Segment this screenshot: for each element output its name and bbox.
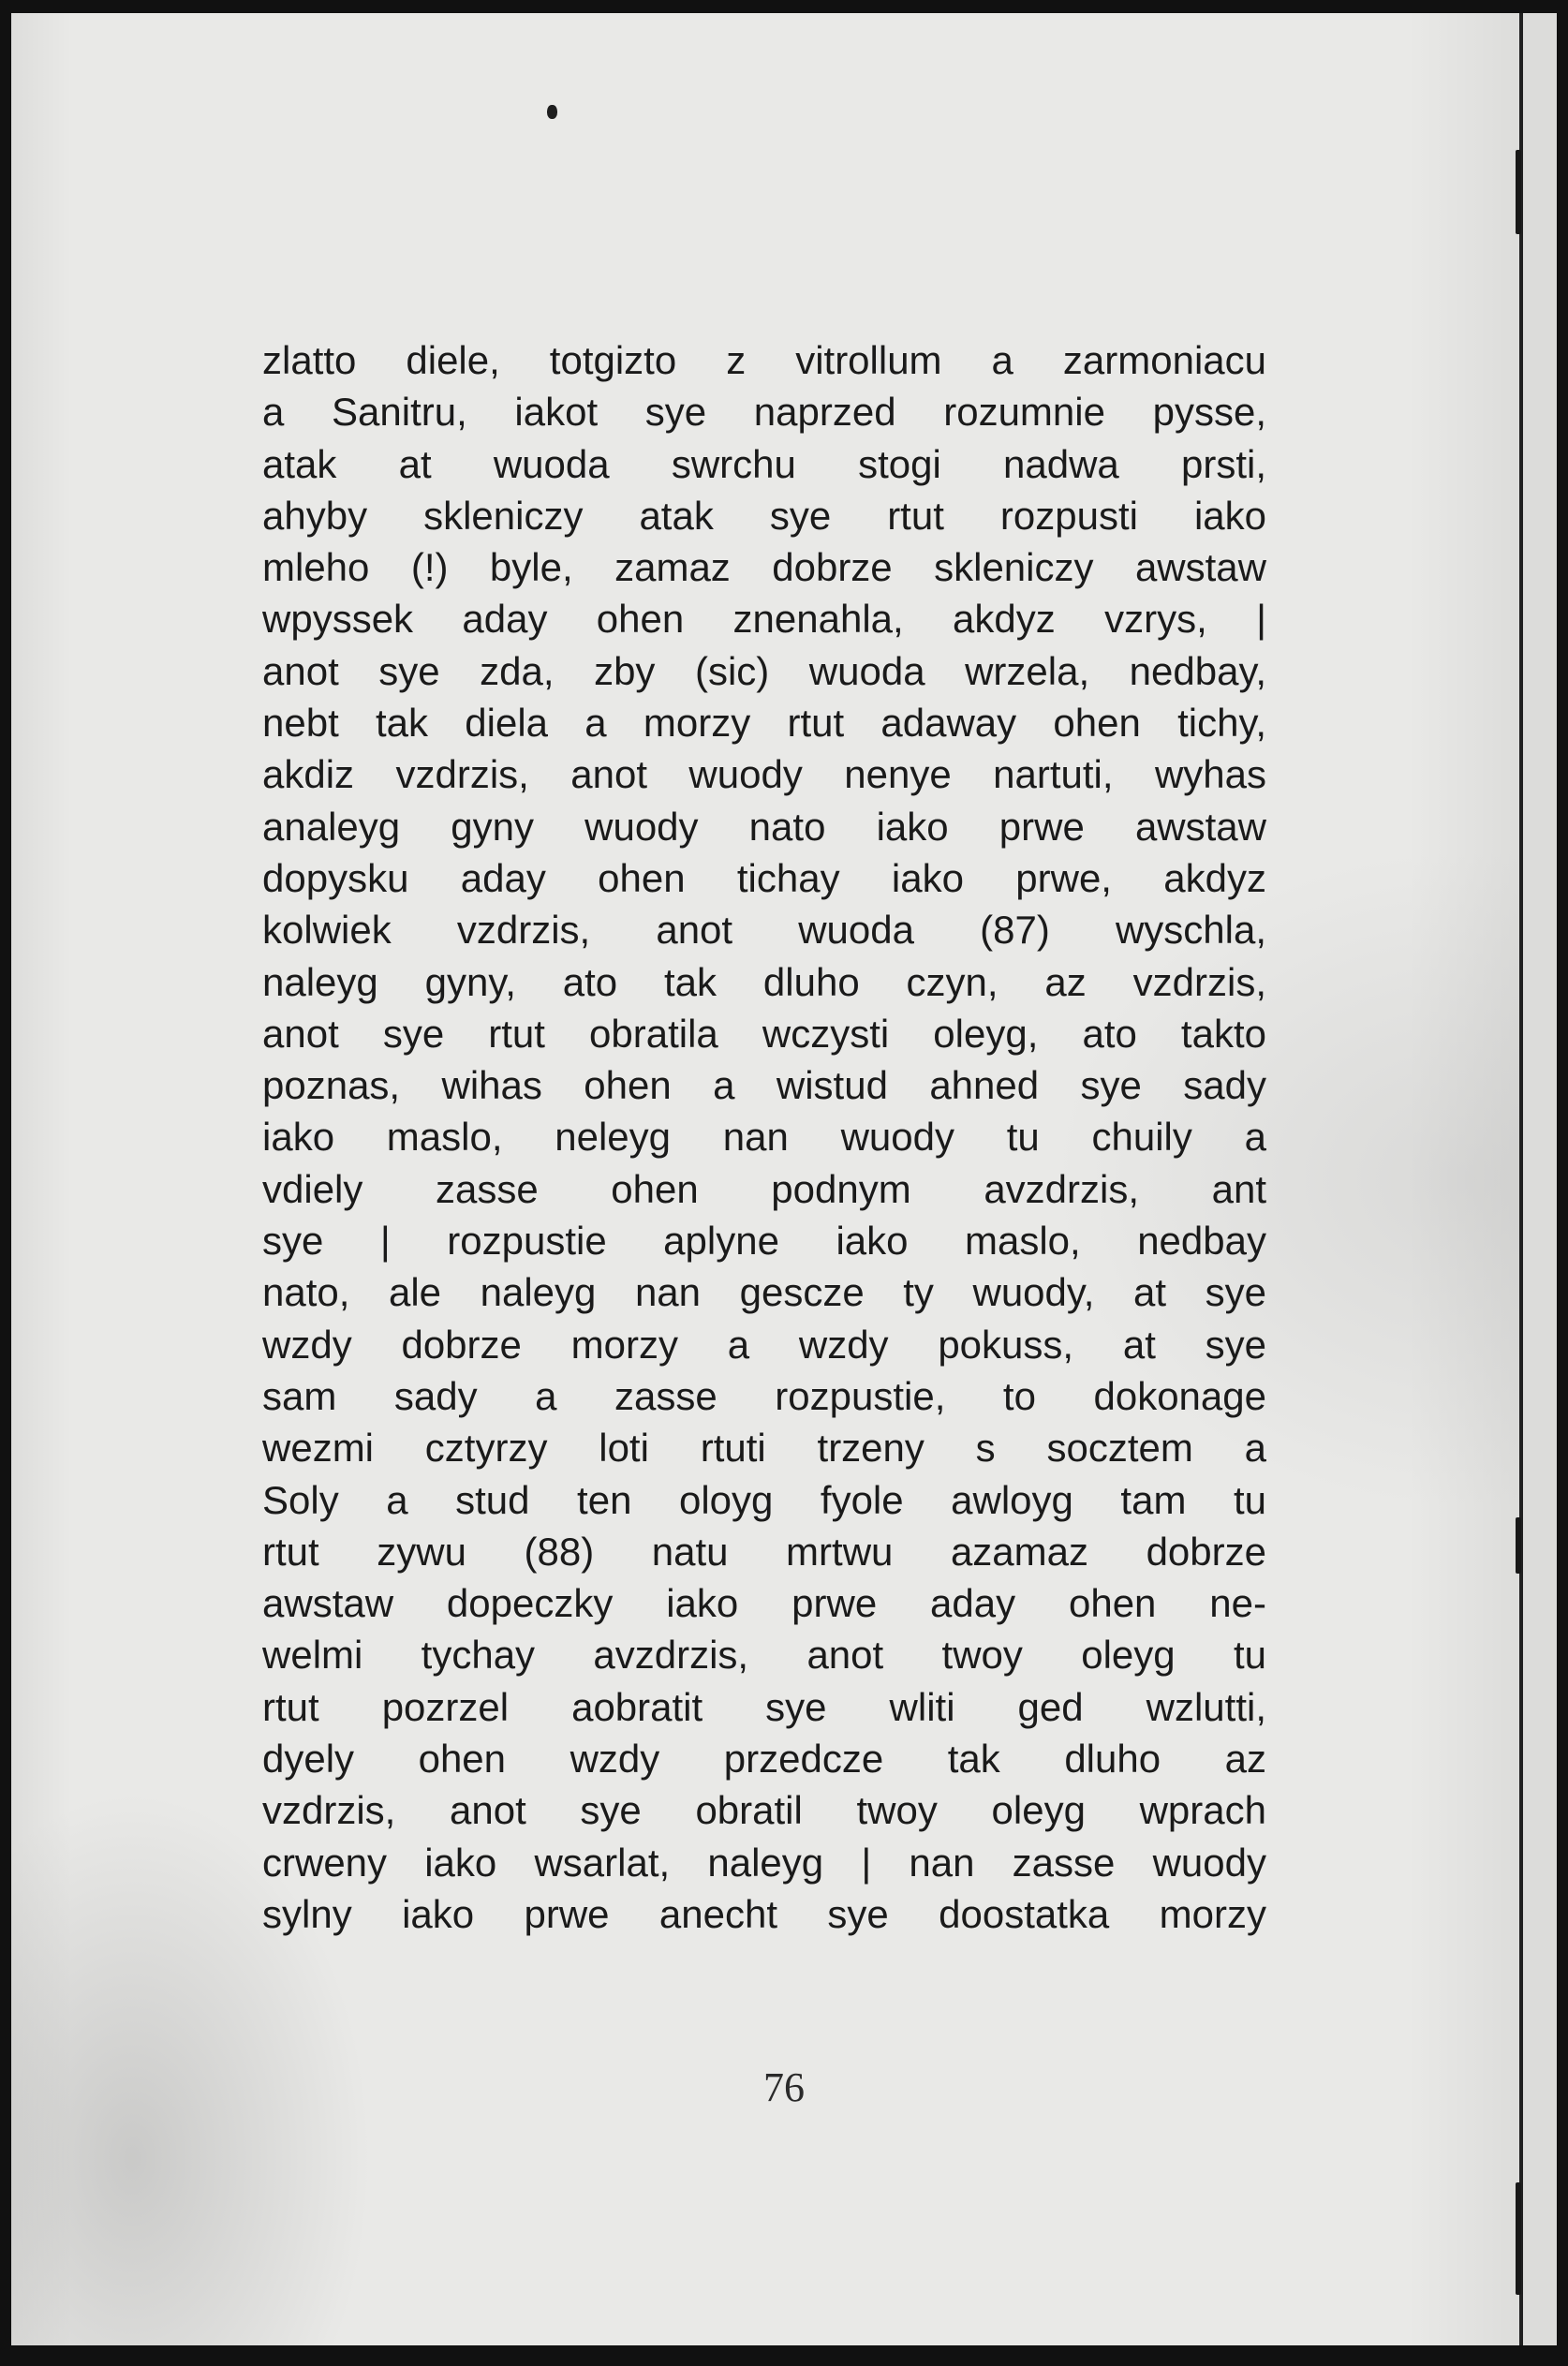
text-line: anot sye zda, zby (sic) wuoda wrzela, nedbay, [262, 648, 1266, 693]
text-line: dopysku aday ohen tichay iako prwe, akdyz [262, 855, 1266, 900]
text-line: analeyg gyny wuody nato iako prwe awstaw [262, 804, 1266, 849]
text-line: rtut pozrzel aobratit sye wliti ged wzlutti, [262, 1684, 1266, 1729]
text-line: vzdrzis, anot sye obratil twoy oleyg wprach [262, 1788, 1266, 1833]
text-line: sam sady a zasse rozpustie, to dokonage [262, 1373, 1266, 1418]
body-text [262, 334, 1266, 1940]
text-line: awstaw dopeczky iako prwe aday ohen ne- [262, 1581, 1266, 1626]
text-line: rtut zywu (88) natu mrtwu azamaz dobrze [262, 1529, 1266, 1574]
text-line: Soly a stud ten oloyg fyole awloyg tam tu [262, 1477, 1266, 1522]
page-number: 76 [763, 2064, 805, 2110]
text-line: nato, ale naleyg nan gescze ty wuody, at sye [262, 1270, 1266, 1315]
text-line: mleho (!) byle, zamaz dobrze skleniczy awstaw [262, 545, 1266, 590]
spine-mark [1516, 1517, 1521, 1574]
text-line: sye | rozpustie aplyne iako maslo, nedbay [262, 1219, 1266, 1264]
text-line: vdiely zasse ohen podnym avzdrzis, ant [262, 1166, 1266, 1211]
text-line: wezmi cztyrzy loti rtuti trzeny s socztem a [262, 1426, 1266, 1471]
text-line: atak at wuoda swrchu stogi nadwa prsti, [262, 441, 1266, 486]
text-line: crweny iako wsarlat, naleyg | nan zasse wuody [262, 1840, 1266, 1885]
text-line: sylny iako prwe anecht sye doostatka morzy [262, 1891, 1266, 1936]
spine-mark [1516, 150, 1521, 234]
ornament-dot [547, 105, 557, 119]
text-line: anot sye rtut obratila wczysti oleyg, ato takto [262, 1011, 1266, 1056]
text-line: dyely ohen wzdy przedcze tak dluho az [262, 1737, 1266, 1782]
text-line: poznas, wihas ohen a wistud ahned sye sady [262, 1063, 1266, 1108]
text-line: naleyg gyny, ato tak dluho czyn, az vzdrzis, [262, 959, 1266, 1004]
text-line: welmi tychay avzdrzis, anot twoy oleyg tu [262, 1633, 1266, 1678]
text-line: iako maslo, neleyg nan wuody tu chuily a [262, 1115, 1266, 1160]
text-line: akdiz vzdrzis, anot wuody nenye nartuti, wyhas [262, 752, 1266, 797]
text-line: wzdy dobrze morzy a wzdy pokuss, at sye [262, 1322, 1266, 1367]
text-line: a Sanitru, iakot sye naprzed rozumnie pysse, [262, 390, 1266, 435]
text-line: zlatto diele, totgizto z vitrollum a zarmoniacu [262, 338, 1266, 382]
text-line: kolwiek vzdrzis, anot wuoda (87) wyschla, [262, 908, 1266, 953]
text-line: ahyby skleniczy atak sye rtut rozpusti iako [262, 493, 1266, 538]
text-line: nebt tak diela a morzy rtut adaway ohen tichy, [262, 701, 1266, 746]
spine-mark [1516, 2182, 1521, 2295]
adjacent-page-strip [1523, 13, 1557, 2345]
text-line: wpyssek aday ohen znenahla, akdyz vzrys, | [262, 597, 1266, 642]
